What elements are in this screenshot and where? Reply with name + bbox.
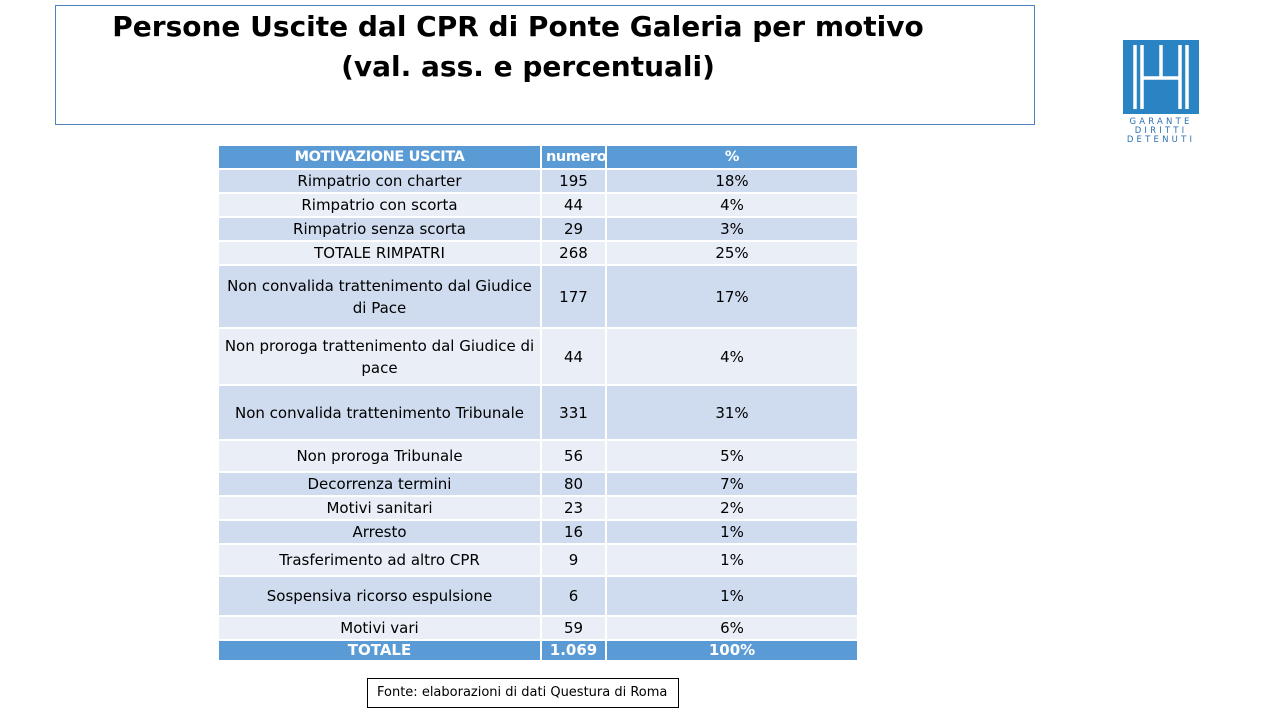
total-label: TOTALE (218, 640, 541, 661)
table-row (218, 520, 858, 544)
cell-motivo: Rimpatrio con scorta (218, 193, 541, 217)
cell-motivo: TOTALE RIMPATRI (218, 241, 541, 265)
cell-numero: 44 (541, 328, 606, 385)
table-row (218, 241, 858, 265)
cell-percentuale: 17% (606, 265, 858, 328)
cell-numero: 44 (541, 193, 606, 217)
source-note: Fonte: elaborazioni di dati Questura di Roma (367, 678, 679, 708)
cell-percentuale: 4% (606, 328, 858, 385)
total-numero: 1.069 (541, 640, 606, 661)
cell-numero: 195 (541, 169, 606, 193)
cell-motivo: Non proroga trattenimento dal Giudice di pace (218, 328, 541, 385)
cell-motivo: Non proroga Tribunale (218, 440, 541, 472)
cell-percentuale: 2% (606, 496, 858, 520)
table-row (218, 265, 858, 328)
cell-percentuale: 25% (606, 241, 858, 265)
table-row (218, 440, 858, 472)
logo-text-garante: GARANTE (1129, 117, 1193, 127)
page-title: Persone Uscite dal CPR di Ponte Galeria per motivo (112, 10, 924, 43)
cell-motivo: Non convalida trattenimento dal Giudice di Pace (218, 265, 541, 328)
header-numero: numero (541, 145, 606, 169)
table-row (218, 217, 858, 241)
cell-percentuale: 1% (606, 544, 858, 576)
exits-table (217, 144, 859, 662)
table-row (218, 496, 858, 520)
cell-numero: 268 (541, 241, 606, 265)
header-percentuale: % (606, 145, 858, 169)
table-row (218, 544, 858, 576)
cell-percentuale: 1% (606, 576, 858, 616)
cell-percentuale: 4% (606, 193, 858, 217)
cell-numero: 6 (541, 576, 606, 616)
cell-motivo: Decorrenza termini (218, 472, 541, 496)
cell-percentuale: 1% (606, 520, 858, 544)
cell-numero: 23 (541, 496, 606, 520)
cell-motivo: Non convalida trattenimento Tribunale (218, 385, 541, 440)
table-total-row (218, 640, 858, 661)
table-row (218, 385, 858, 440)
table-header-row (218, 145, 858, 169)
cell-percentuale: 6% (606, 616, 858, 640)
cell-percentuale: 5% (606, 440, 858, 472)
cell-motivo: Rimpatrio con charter (218, 169, 541, 193)
cell-motivo: Motivi vari (218, 616, 541, 640)
cell-percentuale: 7% (606, 472, 858, 496)
cell-numero: 177 (541, 265, 606, 328)
cell-numero: 29 (541, 217, 606, 241)
table-row (218, 576, 858, 616)
cell-motivo: Motivi sanitari (218, 496, 541, 520)
table-row (218, 193, 858, 217)
cell-percentuale: 3% (606, 217, 858, 241)
garante-logo-mark (1123, 40, 1199, 114)
cell-numero: 331 (541, 385, 606, 440)
cell-numero: 80 (541, 472, 606, 496)
header-motivazione: MOTIVAZIONE USCITA (218, 145, 541, 169)
table-row (218, 169, 858, 193)
cell-numero: 16 (541, 520, 606, 544)
cell-motivo: Arresto (218, 520, 541, 544)
logo-text-detenuti: DETENUTI (1126, 135, 1196, 145)
table-row (218, 328, 858, 385)
title-box (55, 5, 1035, 125)
garante-logo (1123, 40, 1199, 145)
cell-motivo: Sospensiva ricorso espulsione (218, 576, 541, 616)
cell-percentuale: 31% (606, 385, 858, 440)
cell-numero: 56 (541, 440, 606, 472)
cell-motivo: Trasferimento ad altro CPR (218, 544, 541, 576)
logo-text-diritti: DIRITTI (1134, 126, 1188, 136)
cell-motivo: Rimpatrio senza scorta (218, 217, 541, 241)
total-percentuale: 100% (606, 640, 858, 661)
cell-percentuale: 18% (606, 169, 858, 193)
cell-numero: 59 (541, 616, 606, 640)
table-row (218, 616, 858, 640)
table-row (218, 472, 858, 496)
page-subtitle: (val. ass. e percentuali) (341, 50, 715, 83)
cell-numero: 9 (541, 544, 606, 576)
